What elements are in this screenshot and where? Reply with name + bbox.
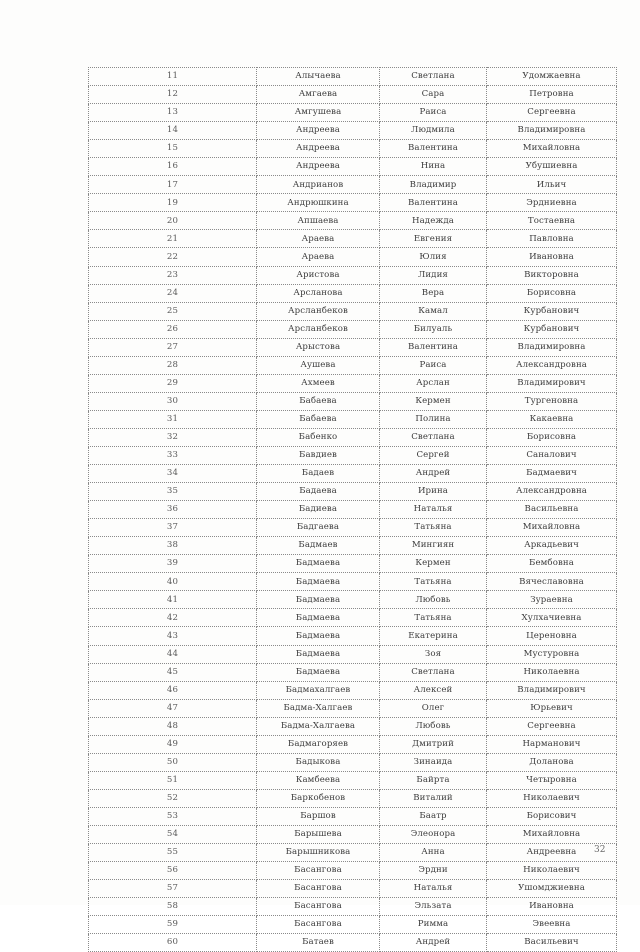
patronymic-cell: Вячеславовна [487, 573, 617, 591]
first-name-cell: Анна [380, 844, 487, 862]
last-name-cell: Андрианов [257, 176, 380, 194]
table-row [89, 356, 617, 374]
first-name-cell: Светлана [380, 68, 487, 86]
row-number: 12 [89, 86, 257, 104]
table-row [89, 862, 617, 880]
last-name-cell: Бадма-Халгаева [257, 717, 380, 735]
table-row [89, 392, 617, 410]
first-name-cell: Дмитрий [380, 735, 487, 753]
first-name-cell: Мингиян [380, 537, 487, 555]
table-row [89, 428, 617, 446]
last-name-cell: Басангова [257, 916, 380, 934]
row-number: 50 [89, 753, 257, 771]
last-name-cell: Бадмаева [257, 573, 380, 591]
patronymic-cell: Николаевич [487, 789, 617, 807]
first-name-cell: Эльзата [380, 898, 487, 916]
row-number: 60 [89, 934, 257, 952]
last-name-cell: Андреева [257, 140, 380, 158]
patronymic-cell: Ильич [487, 176, 617, 194]
patronymic-cell: Александровна [487, 356, 617, 374]
first-name-cell: Вера [380, 284, 487, 302]
patronymic-cell: Сергеевна [487, 717, 617, 735]
patronymic-cell: Аркадьевич [487, 537, 617, 555]
last-name-cell: Бадмаев [257, 537, 380, 555]
row-number: 44 [89, 645, 257, 663]
row-number: 32 [89, 428, 257, 446]
last-name-cell: Бадмаева [257, 609, 380, 627]
first-name-cell: Татьяна [380, 573, 487, 591]
table-row [89, 302, 617, 320]
last-name-cell: Аристова [257, 266, 380, 284]
first-name-cell: Камал [380, 302, 487, 320]
patronymic-cell: Зураевна [487, 591, 617, 609]
row-number: 53 [89, 807, 257, 825]
row-number: 13 [89, 104, 257, 122]
patronymic-cell: Бембовна [487, 555, 617, 573]
last-name-cell: Бадмаева [257, 555, 380, 573]
last-name-cell: Баркобенов [257, 789, 380, 807]
patronymic-cell: Убушиевна [487, 158, 617, 176]
first-name-cell: Валентина [380, 194, 487, 212]
first-name-cell: Эрдни [380, 862, 487, 880]
patronymic-cell: Николаевна [487, 663, 617, 681]
first-name-cell: Полина [380, 410, 487, 428]
table-row [89, 140, 617, 158]
last-name-cell: Андреева [257, 158, 380, 176]
patronymic-cell: Курбанович [487, 302, 617, 320]
first-name-cell: Татьяна [380, 609, 487, 627]
row-number: 28 [89, 356, 257, 374]
patronymic-cell: Васильевич [487, 934, 617, 952]
first-name-cell: Екатерина [380, 627, 487, 645]
patronymic-cell: Бадмаевич [487, 465, 617, 483]
patronymic-cell: Цереновна [487, 627, 617, 645]
patronymic-cell: Борисович [487, 807, 617, 825]
first-name-cell: Сара [380, 86, 487, 104]
last-name-cell: Арыстова [257, 338, 380, 356]
row-number: 14 [89, 122, 257, 140]
table-row [89, 320, 617, 338]
first-name-cell: Надежда [380, 212, 487, 230]
table-row [89, 898, 617, 916]
row-number: 24 [89, 284, 257, 302]
table-row [89, 519, 617, 537]
last-name-cell: Араева [257, 230, 380, 248]
table-row [89, 230, 617, 248]
first-name-cell: Наталья [380, 880, 487, 898]
patronymic-cell: Юрьевич [487, 699, 617, 717]
table-row [89, 825, 617, 843]
row-number: 37 [89, 519, 257, 537]
table-row [89, 248, 617, 266]
patronymic-cell: Андреевна [487, 844, 617, 862]
last-name-cell: Арсланбеков [257, 320, 380, 338]
row-number: 57 [89, 880, 257, 898]
patronymic-cell: Тостаевна [487, 212, 617, 230]
table-row [89, 122, 617, 140]
row-number: 11 [89, 68, 257, 86]
first-name-cell: Светлана [380, 663, 487, 681]
row-number: 48 [89, 717, 257, 735]
row-number: 36 [89, 501, 257, 519]
row-number: 20 [89, 212, 257, 230]
first-name-cell: Зинаида [380, 753, 487, 771]
patronymic-cell: Павловна [487, 230, 617, 248]
patronymic-cell: Четыровна [487, 771, 617, 789]
first-name-cell: Нина [380, 158, 487, 176]
last-name-cell: Арсланова [257, 284, 380, 302]
first-name-cell: Сергей [380, 446, 487, 464]
last-name-cell: Аушева [257, 356, 380, 374]
table-row [89, 717, 617, 735]
patronymic-cell: Александровна [487, 483, 617, 501]
last-name-cell: Басангова [257, 862, 380, 880]
row-number: 59 [89, 916, 257, 934]
first-name-cell: Владимир [380, 176, 487, 194]
row-number: 38 [89, 537, 257, 555]
first-name-cell: Светлана [380, 428, 487, 446]
row-number: 42 [89, 609, 257, 627]
table-row [89, 104, 617, 122]
last-name-cell: Басангова [257, 898, 380, 916]
patronymic-cell: Ушомджиевна [487, 880, 617, 898]
last-name-cell: Бадмаева [257, 627, 380, 645]
row-number: 41 [89, 591, 257, 609]
patronymic-cell: Владимирович [487, 374, 617, 392]
patronymic-cell: Доланова [487, 753, 617, 771]
first-name-cell: Кермен [380, 555, 487, 573]
patronymic-cell: Владимировна [487, 338, 617, 356]
first-name-cell: Валентина [380, 338, 487, 356]
row-number: 47 [89, 699, 257, 717]
patronymic-cell: Хулхачиевна [487, 609, 617, 627]
last-name-cell: Бадаев [257, 465, 380, 483]
row-number: 25 [89, 302, 257, 320]
last-name-cell: Алычаева [257, 68, 380, 86]
last-name-cell: Бадмаева [257, 663, 380, 681]
last-name-cell: Бадмагоряев [257, 735, 380, 753]
row-number: 17 [89, 176, 257, 194]
table-row [89, 465, 617, 483]
last-name-cell: Бадиева [257, 501, 380, 519]
patronymic-cell: Ивановна [487, 898, 617, 916]
table-row [89, 176, 617, 194]
last-name-cell: Арсланбеков [257, 302, 380, 320]
last-name-cell: Амгаева [257, 86, 380, 104]
table-row [89, 158, 617, 176]
last-name-cell: Басангова [257, 880, 380, 898]
row-number: 45 [89, 663, 257, 681]
patronymic-cell: Мустуровна [487, 645, 617, 663]
page-number: 32 [594, 845, 606, 855]
first-name-cell: Билуаль [380, 320, 487, 338]
row-number: 51 [89, 771, 257, 789]
last-name-cell: Бабаева [257, 410, 380, 428]
row-number: 27 [89, 338, 257, 356]
first-name-cell: Андрей [380, 934, 487, 952]
table-row [89, 771, 617, 789]
last-name-cell: Батаев [257, 934, 380, 952]
last-name-cell: Бадаева [257, 483, 380, 501]
first-name-cell: Любовь [380, 717, 487, 735]
patronymic-cell: Тургеновна [487, 392, 617, 410]
table-row [89, 591, 617, 609]
row-number: 16 [89, 158, 257, 176]
table-row [89, 555, 617, 573]
patronymic-cell: Курбанович [487, 320, 617, 338]
table-row [89, 753, 617, 771]
row-number: 22 [89, 248, 257, 266]
table-row [89, 284, 617, 302]
row-number: 58 [89, 898, 257, 916]
last-name-cell: Андрюшкина [257, 194, 380, 212]
row-number: 43 [89, 627, 257, 645]
patronymic-cell: Саналович [487, 446, 617, 464]
first-name-cell: Татьяна [380, 519, 487, 537]
first-name-cell: Любовь [380, 591, 487, 609]
patronymic-cell: Какаевна [487, 410, 617, 428]
row-number: 46 [89, 681, 257, 699]
table-row [89, 338, 617, 356]
table-row [89, 807, 617, 825]
table-row [89, 934, 617, 952]
first-name-cell: Виталий [380, 789, 487, 807]
table-row [89, 573, 617, 591]
row-number: 33 [89, 446, 257, 464]
patronymic-cell: Нарманович [487, 735, 617, 753]
first-name-cell: Наталья [380, 501, 487, 519]
last-name-cell: Бадмаева [257, 645, 380, 663]
first-name-cell: Арслан [380, 374, 487, 392]
row-number: 35 [89, 483, 257, 501]
patronymic-cell: Михайловна [487, 825, 617, 843]
last-name-cell: Камбеева [257, 771, 380, 789]
table-row [89, 663, 617, 681]
row-number: 31 [89, 410, 257, 428]
first-name-cell: Раиса [380, 104, 487, 122]
first-name-cell: Андрей [380, 465, 487, 483]
row-number: 55 [89, 844, 257, 862]
table-row [89, 194, 617, 212]
row-number: 34 [89, 465, 257, 483]
last-name-cell: Ахмеев [257, 374, 380, 392]
row-number: 21 [89, 230, 257, 248]
table-row [89, 374, 617, 392]
table-row [89, 699, 617, 717]
table-row [89, 735, 617, 753]
patronymic-cell: Сергеевна [487, 104, 617, 122]
table-row [89, 501, 617, 519]
first-name-cell: Юлия [380, 248, 487, 266]
table-row [89, 483, 617, 501]
row-number: 56 [89, 862, 257, 880]
table-row [89, 844, 617, 862]
first-name-cell: Кермен [380, 392, 487, 410]
first-name-cell: Ирина [380, 483, 487, 501]
row-number: 49 [89, 735, 257, 753]
table-row [89, 789, 617, 807]
names-table [88, 67, 617, 952]
first-name-cell: Римма [380, 916, 487, 934]
last-name-cell: Бабаева [257, 392, 380, 410]
table-row [89, 916, 617, 934]
table-row [89, 627, 617, 645]
last-name-cell: Бадма-Халгаев [257, 699, 380, 717]
row-number: 15 [89, 140, 257, 158]
table-row [89, 212, 617, 230]
last-name-cell: Бадмахалгаев [257, 681, 380, 699]
patronymic-cell: Николаевич [487, 862, 617, 880]
table-row [89, 68, 617, 86]
patronymic-cell: Михайловна [487, 519, 617, 537]
table-row [89, 537, 617, 555]
patronymic-cell: Петровна [487, 86, 617, 104]
table-row [89, 86, 617, 104]
patronymic-cell: Владимировна [487, 122, 617, 140]
first-name-cell: Валентина [380, 140, 487, 158]
first-name-cell: Лидия [380, 266, 487, 284]
last-name-cell: Апшаева [257, 212, 380, 230]
first-name-cell: Олег [380, 699, 487, 717]
first-name-cell: Байрта [380, 771, 487, 789]
row-number: 54 [89, 825, 257, 843]
first-name-cell: Алексей [380, 681, 487, 699]
row-number: 52 [89, 789, 257, 807]
patronymic-cell: Эвеевна [487, 916, 617, 934]
row-number: 19 [89, 194, 257, 212]
row-number: 30 [89, 392, 257, 410]
row-number: 40 [89, 573, 257, 591]
patronymic-cell: Борисовна [487, 428, 617, 446]
patronymic-cell: Ивановна [487, 248, 617, 266]
row-number: 39 [89, 555, 257, 573]
table-row [89, 410, 617, 428]
row-number: 26 [89, 320, 257, 338]
first-name-cell: Евгения [380, 230, 487, 248]
first-name-cell: Людмила [380, 122, 487, 140]
table-row [89, 645, 617, 663]
first-name-cell: Раиса [380, 356, 487, 374]
patronymic-cell: Михайловна [487, 140, 617, 158]
first-name-cell: Зоя [380, 645, 487, 663]
last-name-cell: Бадгаева [257, 519, 380, 537]
last-name-cell: Баршов [257, 807, 380, 825]
table-row [89, 446, 617, 464]
patronymic-cell: Владимирович [487, 681, 617, 699]
patronymic-cell: Борисовна [487, 284, 617, 302]
last-name-cell: Андреева [257, 122, 380, 140]
first-name-cell: Элеонора [380, 825, 487, 843]
row-number: 23 [89, 266, 257, 284]
patronymic-cell: Удомжаевна [487, 68, 617, 86]
last-name-cell: Бабенко [257, 428, 380, 446]
names-table-body [89, 68, 617, 952]
first-name-cell: Баатр [380, 807, 487, 825]
patronymic-cell: Васильевна [487, 501, 617, 519]
patronymic-cell: Викторовна [487, 266, 617, 284]
table-row [89, 681, 617, 699]
table-row [89, 609, 617, 627]
last-name-cell: Амгушева [257, 104, 380, 122]
last-name-cell: Араева [257, 248, 380, 266]
last-name-cell: Бадыкова [257, 753, 380, 771]
patronymic-cell: Эрдниевна [487, 194, 617, 212]
last-name-cell: Барышева [257, 825, 380, 843]
last-name-cell: Бавдиев [257, 446, 380, 464]
row-number: 29 [89, 374, 257, 392]
table-row [89, 266, 617, 284]
last-name-cell: Барышникова [257, 844, 380, 862]
table-row [89, 880, 617, 898]
last-name-cell: Бадмаева [257, 591, 380, 609]
